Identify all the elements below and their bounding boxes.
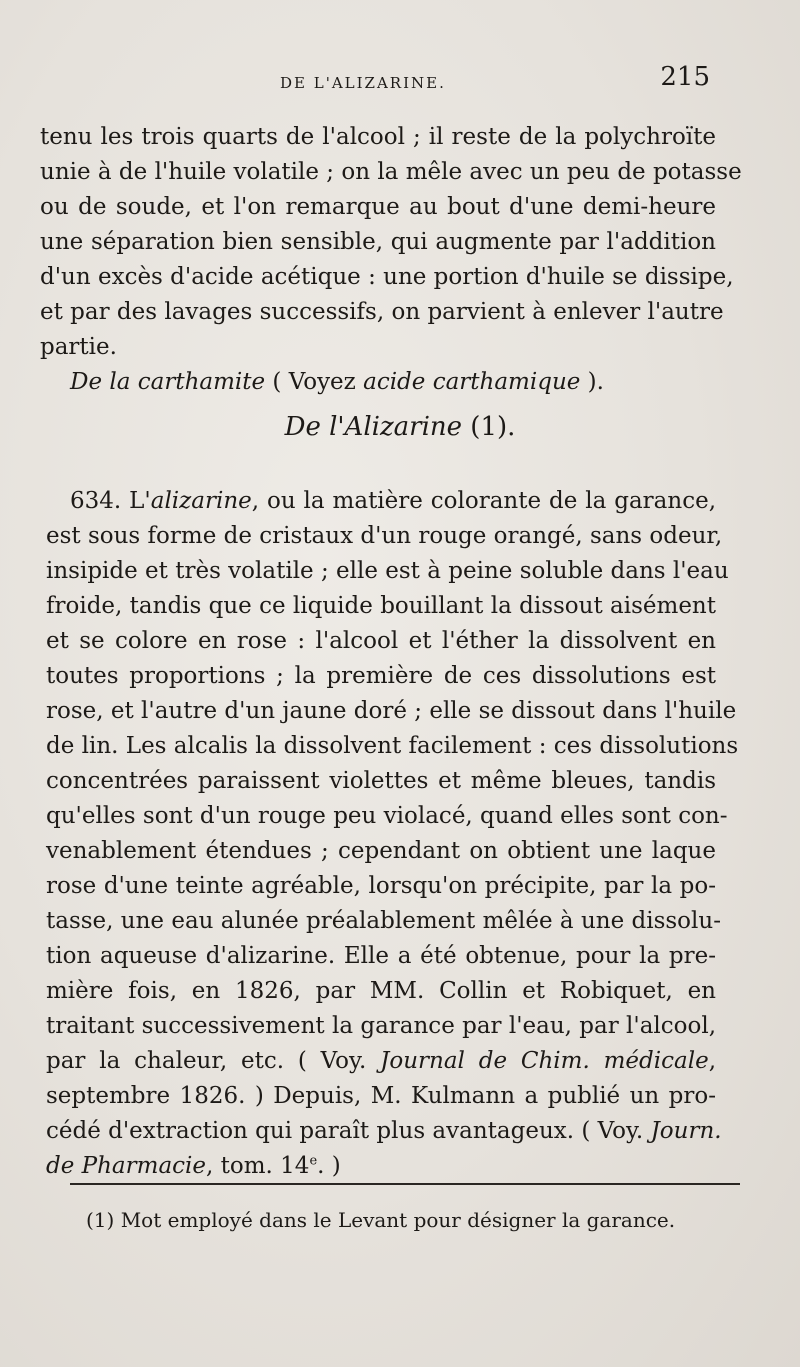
- text-line: froide, tandis que ce liquide bouillant la dissout aisément: [46, 593, 716, 619]
- pharmacie-end: . ): [317, 1153, 341, 1179]
- footnote-rule: [70, 1183, 740, 1185]
- text-line: est sous forme de cristaux d'un rouge orangé, sans odeur,: [46, 523, 723, 549]
- text-line: mière fois, en 1826, par MM. Collin et Robiquet, en: [46, 978, 716, 1004]
- journal-start: par la chaleur, etc. ( Voy.: [46, 1048, 381, 1074]
- section-title-text: De l'Alizarine: [284, 412, 463, 442]
- paragraph-number: 634. L': [70, 488, 151, 514]
- text-line: [40, 1114, 722, 1149]
- text-line: venablement étendues ; cependant on obtient une laque: [46, 838, 716, 864]
- text-line: toutes proportions ; la première de ces dissolutions est: [46, 663, 716, 689]
- carthamite-ref: acide carthamique: [363, 369, 581, 395]
- text-line: unie à de l'huile volatile ; on la mêle avec un peu de potasse: [40, 159, 742, 185]
- text-line: partie.: [40, 334, 117, 360]
- footnote: (1) Mot employé dans le Levant pour désigner la garance.: [86, 1208, 676, 1232]
- text-line: septembre 1826. ) Depuis, M. Kulmann a publié un pro-: [46, 1083, 716, 1109]
- journ-abbrev: Journ.: [650, 1118, 722, 1144]
- text-line: et se colore en rose : l'alcool et l'éther la dissolvent en: [46, 628, 716, 654]
- carthamite-reference-line: [40, 365, 716, 400]
- text-line: une séparation bien sensible, qui augmente par l'addition: [40, 229, 716, 255]
- text-line: tenu les trois quarts de l'alcool ; il reste de la polychroïte: [40, 124, 716, 150]
- section-title: [0, 407, 800, 447]
- text-line: et par des lavages successifs, on parvient à enlever l'autre: [40, 299, 724, 325]
- page-header: [40, 62, 710, 102]
- text-line: [40, 1044, 716, 1079]
- text-line: tion aqueuse d'alizarine. Elle a été obtenue, pour la pre-: [46, 943, 716, 969]
- extraction-start: cédé d'extraction qui paraît plus avantageux. ( Voy.: [46, 1118, 651, 1144]
- text-line: rose d'une teinte agréable, lorsqu'on précipite, par la po-: [46, 873, 716, 899]
- carthamite-term: De la carthamite: [70, 369, 266, 395]
- text-line: rose, et l'autre d'un jaune doré ; elle se dissout dans l'huile: [46, 698, 737, 724]
- text-line: insipide et très volatile ; elle est à peine soluble dans l'eau: [46, 558, 729, 584]
- text-line: qu'elles sont d'un rouge peu violacé, quand elles sont con-: [46, 803, 728, 829]
- text-line: [40, 1149, 716, 1184]
- journal-end: ,: [708, 1048, 716, 1074]
- text-line: traitant successivement la garance par l'eau, par l'alcool,: [46, 1013, 717, 1039]
- text-line: concentrées paraissent violettes et même bleues, tandis: [46, 768, 716, 794]
- carthamite-middle: ( Voyez: [265, 369, 364, 395]
- text-line: ou de soude, et l'on remarque au bout d'une demi-heure: [40, 194, 716, 220]
- first-line-rest: , ou la matière colorante de la garance,: [251, 488, 716, 514]
- top-paragraph: [40, 120, 742, 400]
- text-line: tasse, une eau alunée préalablement mêlée à une dissolu-: [46, 908, 721, 934]
- pharmacie-middle: , tom. 14: [206, 1153, 310, 1179]
- text-line: d'un excès d'acide acétique : une portion d'huile se dissipe,: [40, 264, 734, 290]
- alizarine-term: alizarine: [150, 488, 252, 514]
- section-title-note: (1).: [462, 412, 516, 442]
- carthamite-end: ).: [580, 369, 604, 395]
- running-title: DE L'ALIZARINE.: [280, 74, 446, 92]
- journal-title: Journal de Chim. médicale: [380, 1048, 709, 1074]
- pharmacie-title: de Pharmacie: [46, 1153, 207, 1179]
- text-line: de lin. Les alcalis la dissolvent facilement : ces dissolutions: [46, 733, 739, 759]
- page-number: 215: [660, 62, 710, 92]
- pharmacie-sup: e: [309, 1153, 318, 1169]
- text-line: [40, 484, 716, 519]
- main-paragraph: [40, 484, 739, 1184]
